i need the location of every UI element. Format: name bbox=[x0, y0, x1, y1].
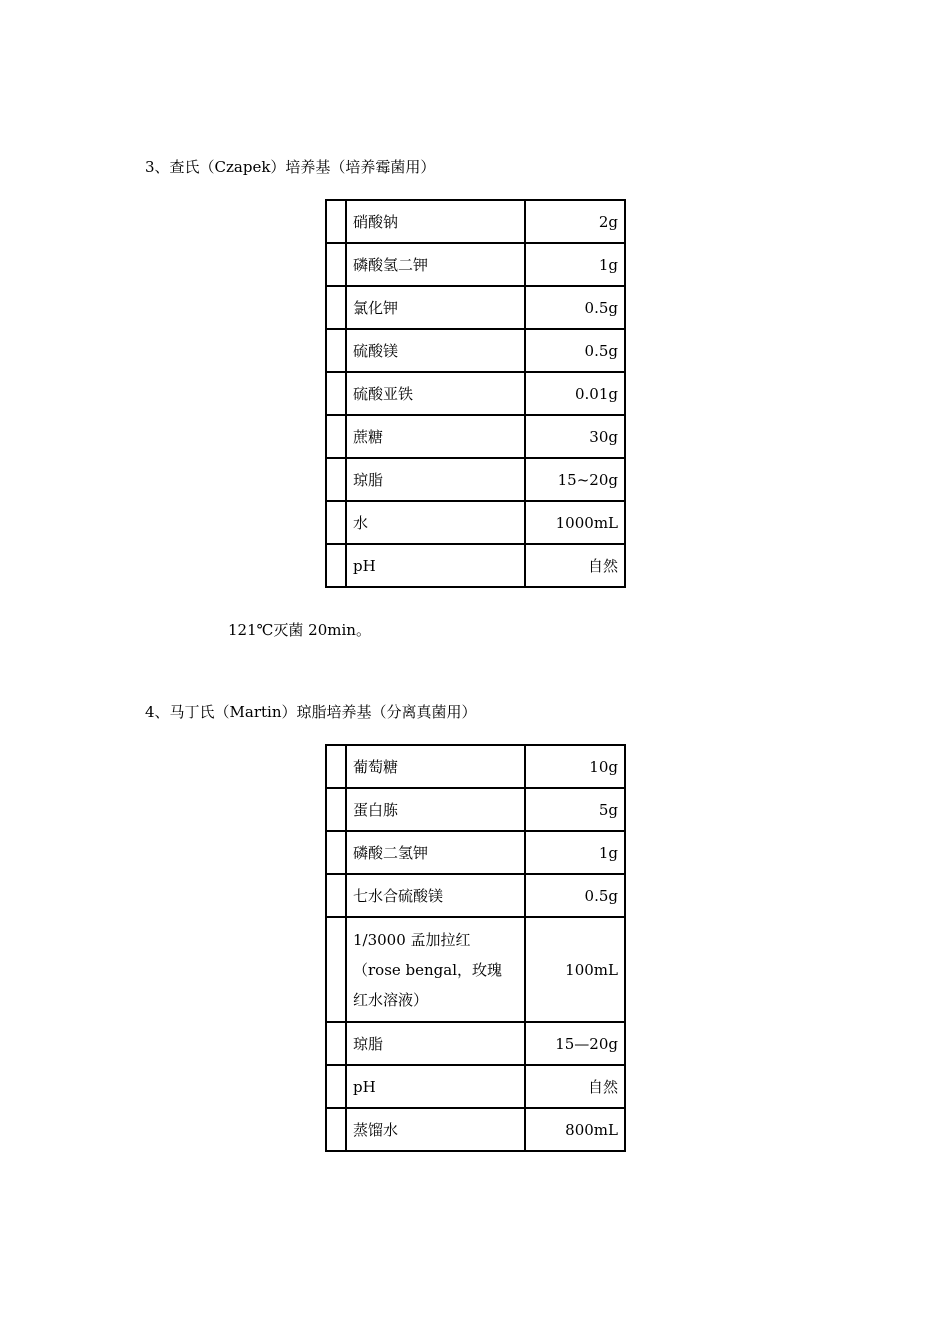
ingredient-amount: 0.5g bbox=[525, 329, 625, 372]
table-row bbox=[326, 501, 625, 544]
ingredient-name: 蛋白胨 bbox=[346, 788, 525, 831]
ingredient-amount: 1g bbox=[525, 831, 625, 874]
ingredient-amount: 1g bbox=[525, 243, 625, 286]
table-row bbox=[326, 1022, 625, 1065]
ingredient-name: 磷酸氢二钾 bbox=[346, 243, 525, 286]
table-row bbox=[326, 1108, 625, 1151]
ingredient-name: 硫酸镁 bbox=[346, 329, 525, 372]
table-row bbox=[326, 745, 625, 788]
ingredient-amount: 0.5g bbox=[525, 874, 625, 917]
table-row bbox=[326, 874, 625, 917]
ingredient-name: 蒸馏水 bbox=[346, 1108, 525, 1151]
ingredient-name-line: 1/3000 孟加拉红 bbox=[353, 930, 471, 949]
czapek-recipe-table bbox=[325, 199, 626, 588]
ingredient-amount: 800mL bbox=[525, 1108, 625, 1151]
table-row bbox=[326, 329, 625, 372]
table-row bbox=[326, 544, 625, 587]
table-row bbox=[326, 917, 625, 1022]
table-row bbox=[326, 415, 625, 458]
ingredient-name bbox=[346, 917, 525, 1022]
ingredient-name: 氯化钾 bbox=[346, 286, 525, 329]
table-row bbox=[326, 831, 625, 874]
ingredient-amount: 15—20g bbox=[525, 1022, 625, 1065]
ingredient-amount: 100mL bbox=[525, 917, 625, 1022]
table-row bbox=[326, 286, 625, 329]
ingredient-amount: 5g bbox=[525, 788, 625, 831]
ingredient-amount: 30g bbox=[525, 415, 625, 458]
ingredient-amount: 2g bbox=[525, 200, 625, 243]
ingredient-amount: 自然 bbox=[525, 544, 625, 587]
ingredient-amount: 0.5g bbox=[525, 286, 625, 329]
ingredient-name: 硝酸钠 bbox=[346, 200, 525, 243]
ingredient-amount: 1000mL bbox=[525, 501, 625, 544]
ingredient-amount: 10g bbox=[525, 745, 625, 788]
sterilization-note: 121℃灭菌 20min。 bbox=[228, 621, 371, 639]
ingredient-name: 葡萄糖 bbox=[346, 745, 525, 788]
ingredient-name: 琼脂 bbox=[346, 1022, 525, 1065]
ingredient-amount: 0.01g bbox=[525, 372, 625, 415]
ingredient-name: 水 bbox=[346, 501, 525, 544]
table-row bbox=[326, 788, 625, 831]
ingredient-amount: 自然 bbox=[525, 1065, 625, 1108]
table-row bbox=[326, 458, 625, 501]
table-row bbox=[326, 200, 625, 243]
ingredient-name-line: 红水溶液） bbox=[353, 990, 429, 1009]
table-row bbox=[326, 372, 625, 415]
ingredient-name-line: （rose bengal，玫瑰 bbox=[353, 960, 503, 979]
ingredient-amount: 15~20g bbox=[525, 458, 625, 501]
table-row bbox=[326, 243, 625, 286]
ingredient-name: 琼脂 bbox=[346, 458, 525, 501]
ingredient-name: 七水合硫酸镁 bbox=[346, 874, 525, 917]
ingredient-name: 硫酸亚铁 bbox=[346, 372, 525, 415]
section-4-heading: 4、马丁氏（Martin）琼脂培养基（分离真菌用） bbox=[145, 703, 477, 721]
section-3-heading: 3、查氏（Czapek）培养基（培养霉菌用） bbox=[145, 158, 436, 176]
ingredient-name: pH bbox=[346, 544, 525, 587]
table-row bbox=[326, 1065, 625, 1108]
martin-recipe-table bbox=[325, 744, 626, 1152]
ingredient-name: pH bbox=[346, 1065, 525, 1108]
ingredient-name: 磷酸二氢钾 bbox=[346, 831, 525, 874]
ingredient-name: 蔗糖 bbox=[346, 415, 525, 458]
